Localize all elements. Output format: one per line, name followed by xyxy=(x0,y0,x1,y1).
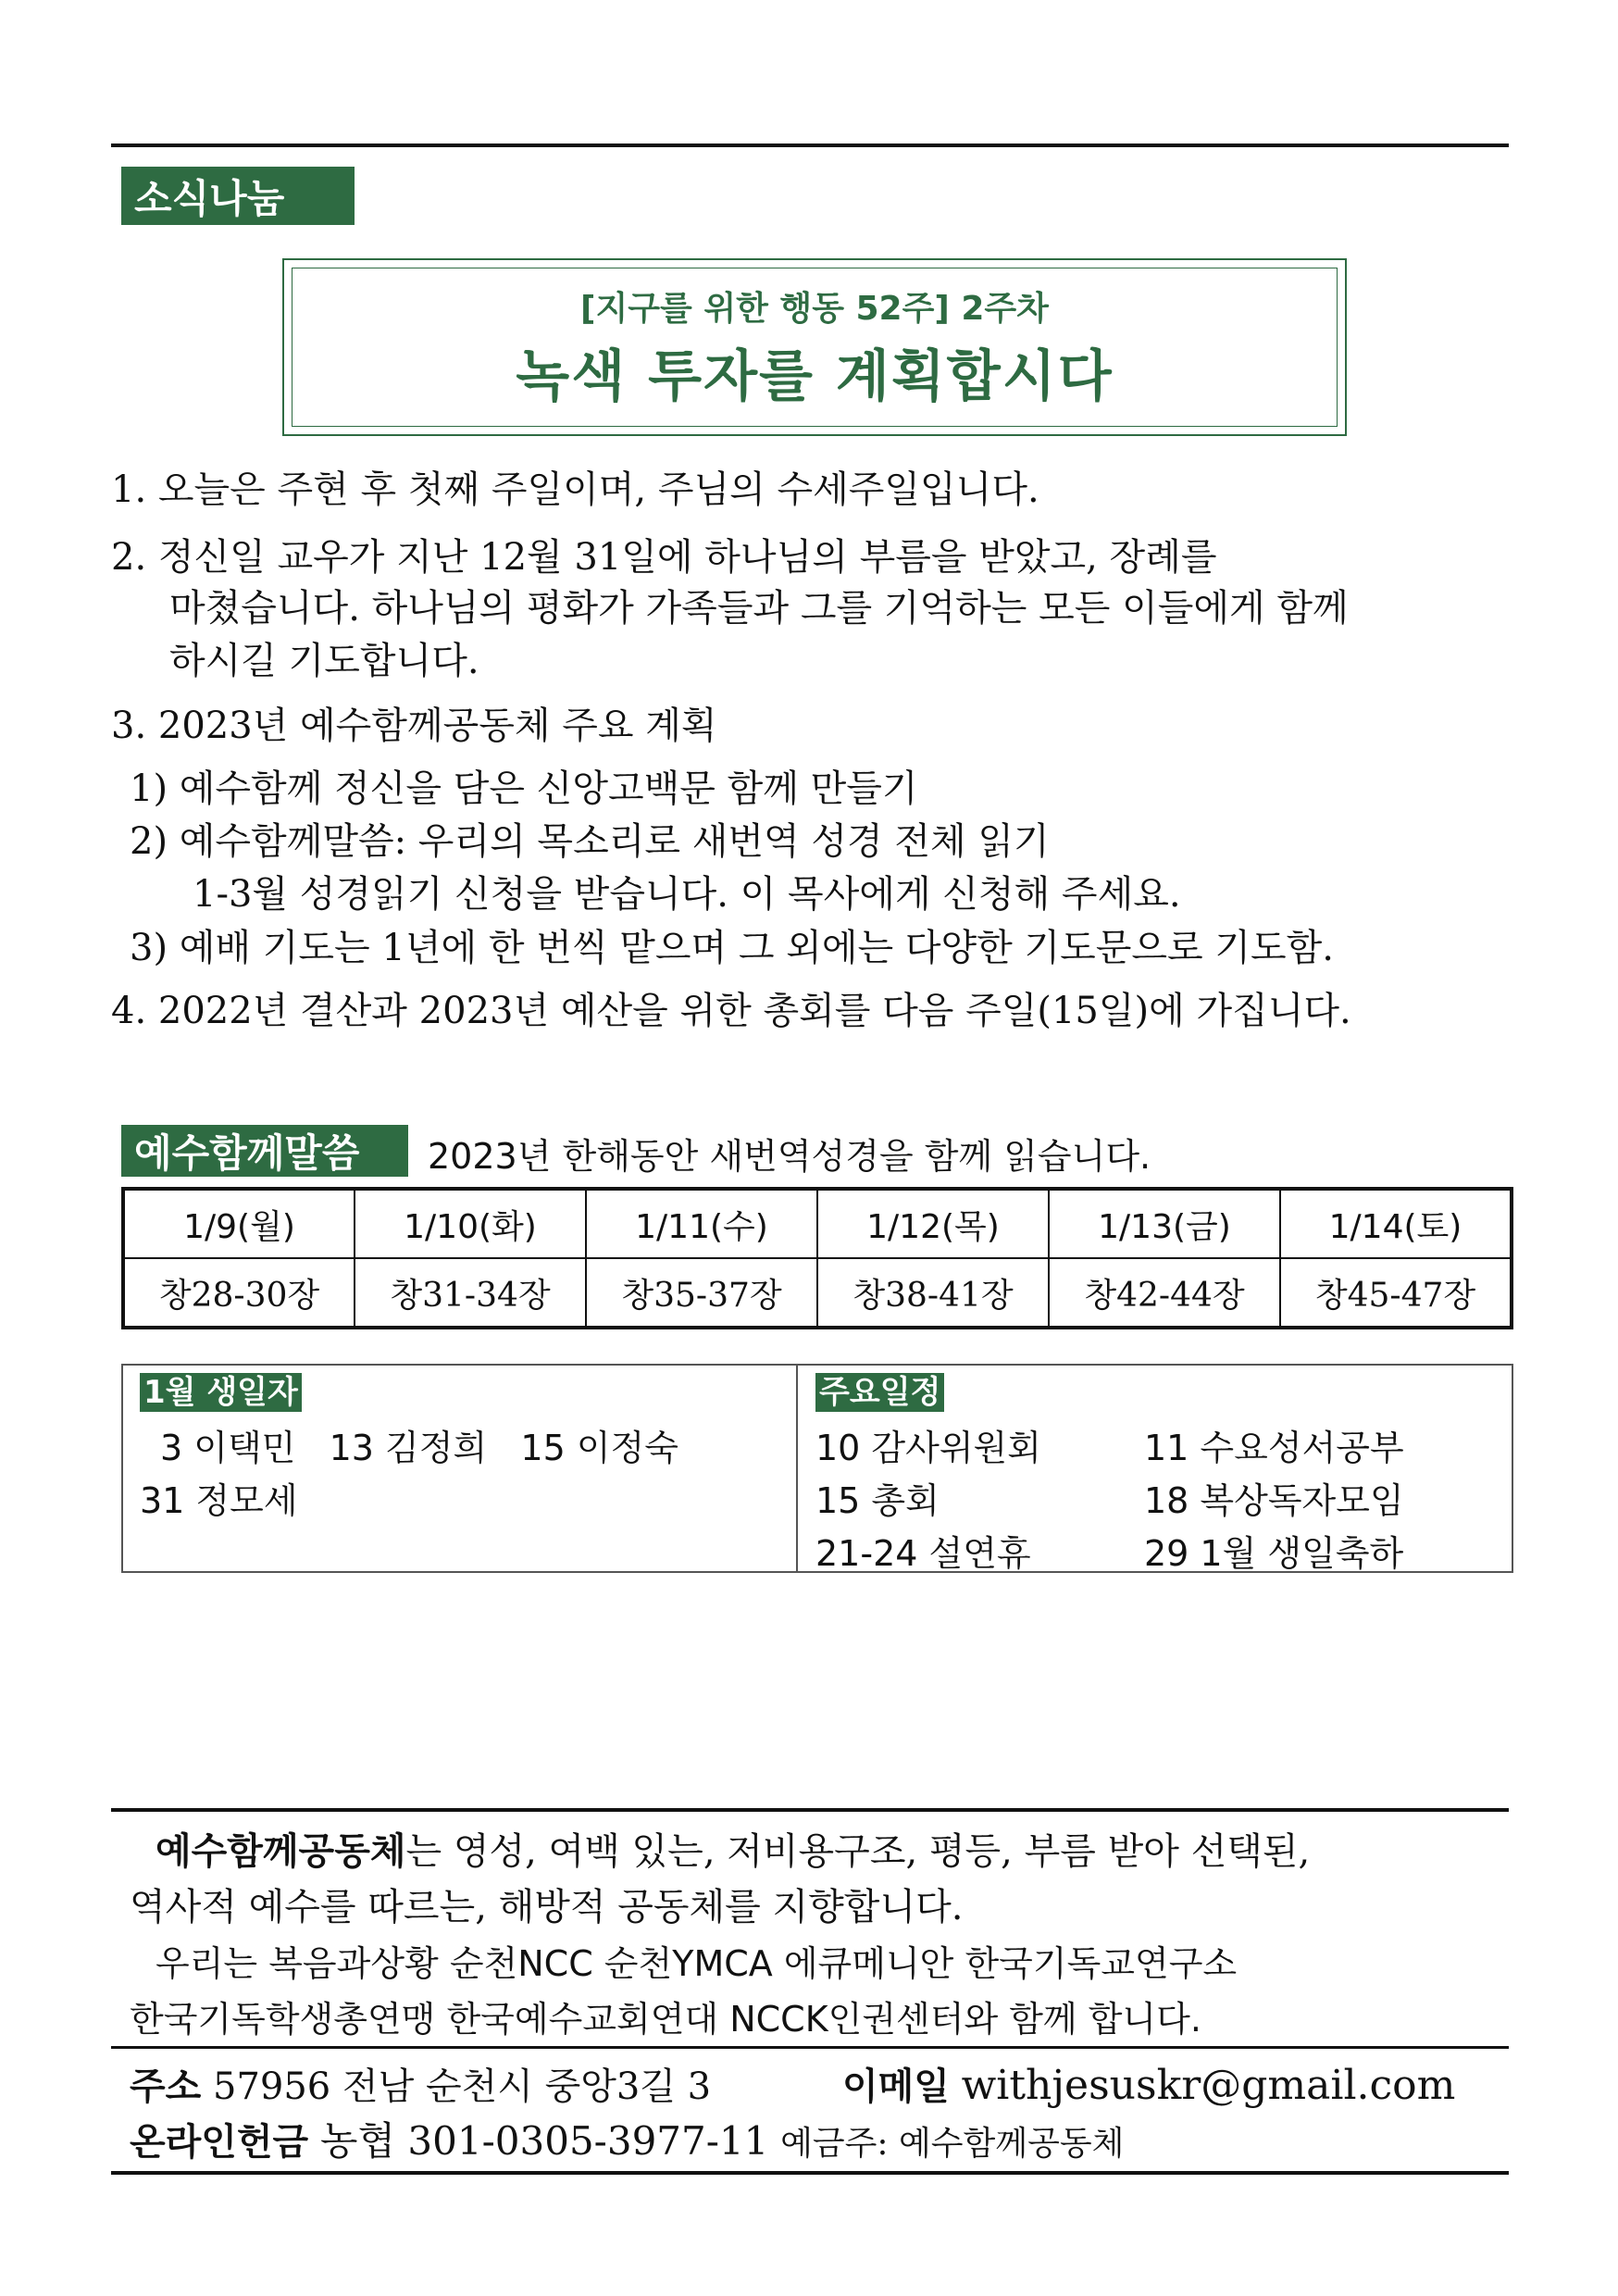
schedule-chapters-row xyxy=(123,1258,1512,1328)
footer-mid-rule xyxy=(111,2046,1509,2049)
schedule-day: 1/12(목) xyxy=(817,1189,1049,1258)
word-section-tag: 예수함께말씀 xyxy=(121,1125,408,1177)
box-divider xyxy=(796,1366,798,1571)
schedule-event: 11 수요성서공부 xyxy=(1144,1428,1404,1468)
news-section-tag: 소식나눔 xyxy=(121,167,355,225)
news-item-2: 2. 정신일 교우가 지난 12월 31일에 하나님의 부름을 받았고, 장례를 xyxy=(111,536,1217,579)
schedule-event: 10 감사위원회 xyxy=(815,1428,1041,1468)
email-value: withjesuskr@gmail.com xyxy=(961,2062,1456,2109)
schedule-tag: 주요일정 xyxy=(815,1373,944,1412)
news-item-1: 1. 오늘은 주현 후 첫째 주일이며, 주님의 수세주일입니다. xyxy=(111,468,1039,511)
news-sub-item-2: 2) 예수함께말씀: 우리의 목소리로 새번역 성경 전체 읽기 xyxy=(130,820,1050,863)
schedule-event: 18 복상독자모임 xyxy=(1144,1480,1404,1521)
bottom-rule xyxy=(111,2171,1509,2175)
birthdays-tag: 1월 생일자 xyxy=(140,1373,302,1412)
offering-label: 온라인헌금 xyxy=(130,2121,309,2164)
address-label: 주소 xyxy=(130,2065,202,2108)
birthdays-line-2: 31 정모세 xyxy=(140,1480,298,1521)
news-sub-item-2-cont: 1-3월 성경읽기 신청을 받습니다. 이 목사에게 신청해 주세요. xyxy=(193,873,1181,916)
news-sub-item-3: 3) 예배 기도는 1년에 한 번씩 맡으며 그 외에는 다양한 기도문으로 기도함. xyxy=(130,927,1335,969)
offering-holder: 예금주: 예수함께공동체 xyxy=(780,2125,1125,2163)
schedule-day: 1/13(금) xyxy=(1049,1189,1280,1258)
schedule-event: 21-24 설연휴 xyxy=(815,1533,1031,1574)
campaign-banner xyxy=(282,258,1347,436)
top-rule xyxy=(111,144,1509,147)
partners-line-1: 우리는 복음과상황 순천NCC 순천YMCA 에큐메니안 한국기독교연구소 xyxy=(156,1943,1238,1984)
mission-bold: 예수함께공동체 xyxy=(156,1830,406,1873)
mission-line-1 xyxy=(156,1822,1310,1875)
schedule-event: 15 총회 xyxy=(815,1480,940,1521)
mission-line-2: 역사적 예수를 따르는, 해방적 공동체를 지향합니다. xyxy=(130,1886,964,1928)
partners-line-2: 한국기독학생총연맹 한국예수교회연대 NCCK인권센터와 함께 합니다. xyxy=(130,1999,1201,2040)
mission-text: 는 영성, 여백 있는, 저비용구조, 평등, 부름 받아 선택된, xyxy=(405,1830,1311,1873)
schedule-day: 1/9(월) xyxy=(123,1189,355,1258)
schedule-chapter: 창45-47장 xyxy=(1280,1258,1512,1328)
news-item-3: 3. 2023년 예수함께공동체 주요 계획 xyxy=(111,705,717,747)
schedule-event: 29 1월 생일축하 xyxy=(1144,1533,1404,1574)
schedule-chapter: 창38-41장 xyxy=(817,1258,1049,1328)
birthdays-line-1: 3 이택민 13 김정희 15 이정숙 xyxy=(160,1428,678,1468)
schedule-chapter: 창31-34장 xyxy=(355,1258,586,1328)
schedule-chapter: 창42-44장 xyxy=(1049,1258,1280,1328)
email-line xyxy=(842,2057,1455,2110)
news-item-2-cont2: 하시길 기도합니다. xyxy=(169,640,479,682)
schedule-day: 1/10(화) xyxy=(355,1189,586,1258)
schedule-day: 1/11(수) xyxy=(586,1189,817,1258)
footer-top-rule xyxy=(111,1808,1509,1812)
news-item-4: 4. 2022년 결산과 2023년 예산을 위한 총회를 다음 주일(15일)에 가집니다. xyxy=(111,990,1351,1032)
news-item-2-cont: 마쳤습니다. 하나님의 평화가 가족들과 그를 기억하는 모든 이들에게 함께 xyxy=(169,587,1349,630)
banner-subtitle: [지구를 위한 행동 52주] 2주차 xyxy=(580,290,1049,328)
schedule-chapter: 창35-37장 xyxy=(586,1258,817,1328)
schedule-days-row xyxy=(123,1189,1512,1258)
news-sub-item-1: 1) 예수함께 정신을 담은 신앙고백문 함께 만들기 xyxy=(130,767,918,810)
offering-value: 농협 301-0305-3977-11 xyxy=(319,2118,769,2164)
banner-title: 녹색 투자를 계획합시다 xyxy=(516,344,1114,409)
birthdays-schedule-box xyxy=(121,1364,1513,1573)
address-value: 57956 전남 순천시 중앙3길 3 xyxy=(213,2065,712,2108)
schedule-chapter: 창28-30장 xyxy=(123,1258,355,1328)
schedule-day: 1/14(토) xyxy=(1280,1189,1512,1258)
reading-schedule-table xyxy=(121,1187,1513,1329)
offering-line xyxy=(130,2111,1124,2166)
address-line xyxy=(130,2057,711,2110)
word-description: 2023년 한해동안 새번역성경을 함께 읽습니다. xyxy=(428,1136,1151,1177)
email-label: 이메일 xyxy=(842,2065,950,2108)
